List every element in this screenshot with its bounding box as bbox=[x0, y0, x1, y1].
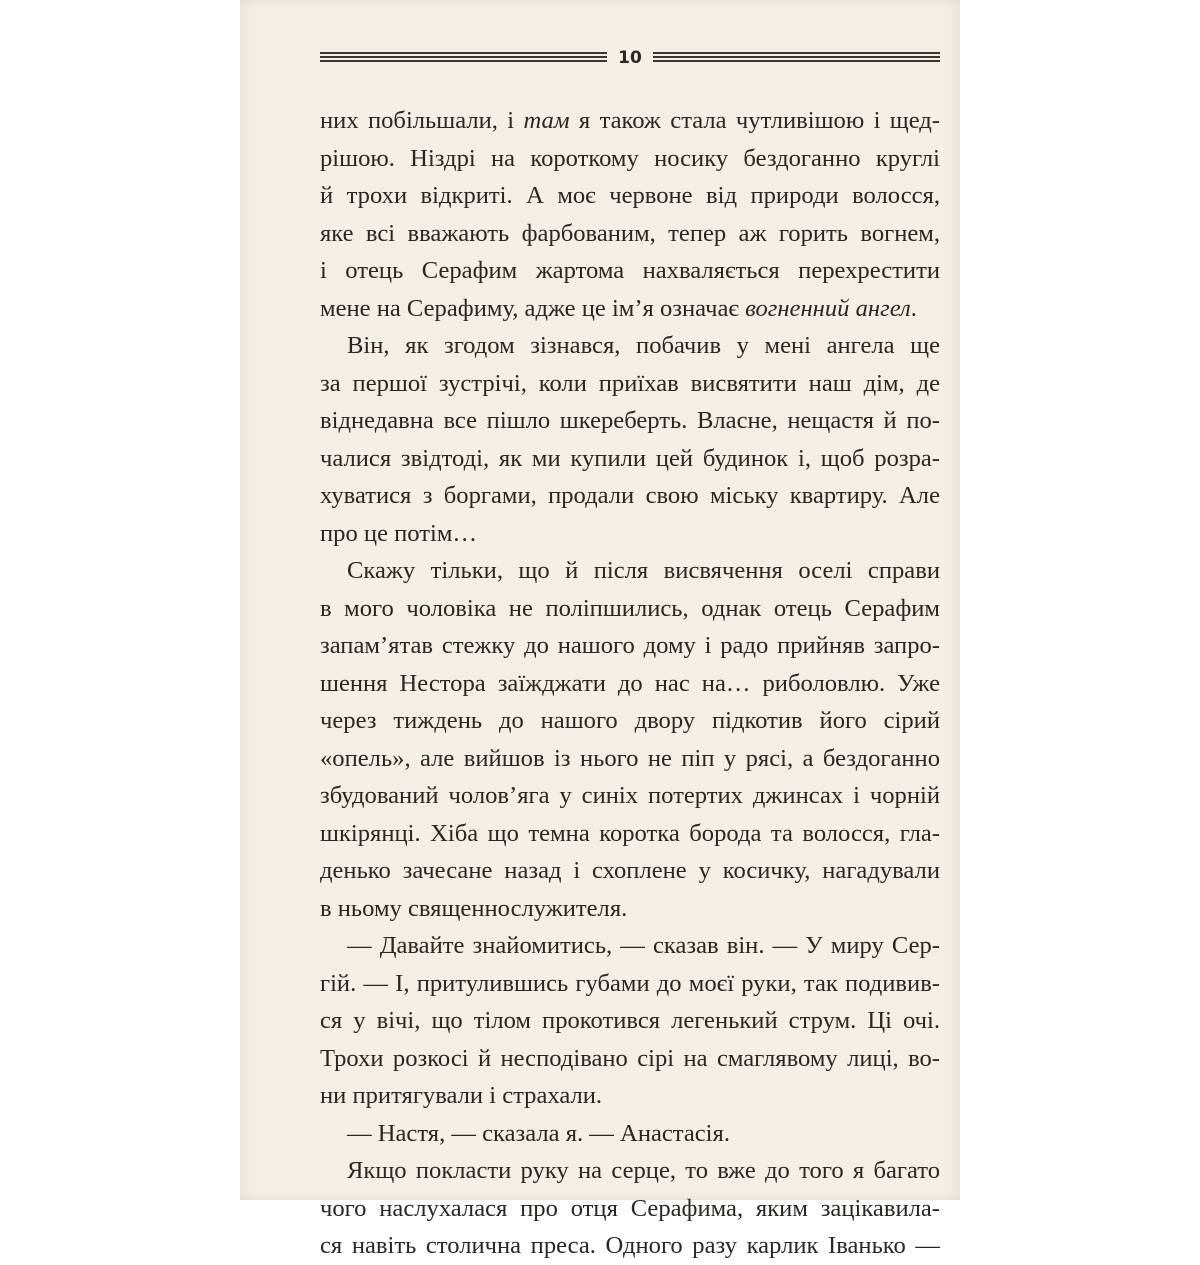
text-line bbox=[320, 627, 940, 665]
text-line bbox=[320, 740, 940, 778]
text-segment: я також стала чутливішою і щед- bbox=[569, 107, 940, 134]
text-line bbox=[320, 1115, 940, 1153]
text-segment: через тиждень до нашого двору підкотив його сірий bbox=[320, 707, 940, 734]
text-segment: про це потім… bbox=[320, 519, 478, 547]
text-line bbox=[320, 665, 940, 703]
text-line bbox=[320, 102, 940, 140]
text-line bbox=[320, 327, 940, 365]
book-page bbox=[240, 0, 960, 1259]
text-segment: чого наслухалася про отця Серафима, яким зацікавила- bbox=[320, 1194, 940, 1222]
text-line bbox=[320, 927, 940, 965]
text-segment: ни притягували і страхали. bbox=[320, 1082, 603, 1109]
text-segment: в ньому священнослужителя. bbox=[320, 894, 628, 922]
text-line bbox=[320, 852, 940, 890]
page-number: 10 bbox=[618, 48, 642, 68]
text-segment: за першої зустрічі, коли приїхав висвятити наш дім, де bbox=[320, 369, 940, 397]
text-segment: яке всі вважають фарбованим, тепер аж горить вогнем, bbox=[320, 219, 940, 247]
text-line bbox=[320, 515, 940, 553]
text-line bbox=[320, 1152, 940, 1190]
text-segment: мене на Серафиму, адже це ім’я означає bbox=[320, 294, 746, 322]
text-segment: чалися звідтоді, як ми купили цей будинок і, щоб розра- bbox=[320, 444, 940, 472]
italic-text: там bbox=[523, 107, 570, 134]
text-segment: — Давайте знайомитись, — сказав він. — У миру Сер- bbox=[347, 932, 940, 959]
text-segment: гій. — І, притулившись губами до моєї руки, так подивив- bbox=[320, 969, 940, 997]
text-segment: . bbox=[910, 294, 917, 322]
text-line bbox=[320, 777, 940, 815]
text-line bbox=[320, 1077, 940, 1115]
text-segment: шення Нестора заїжджати до нас на… риболовлю. Уже bbox=[320, 669, 940, 697]
text-line bbox=[320, 890, 940, 928]
text-line bbox=[320, 1227, 940, 1265]
text-line bbox=[320, 140, 940, 178]
text-segment: Він, як згодом зізнався, побачив у мені ангела ще bbox=[347, 332, 940, 359]
text-segment: і отець Серафим жартома нахваляється перехрестити bbox=[320, 257, 940, 284]
text-segment: хуватися з боргами, продали свою міську квартиру. Але bbox=[320, 482, 940, 509]
text-segment: Якщо покласти руку на серце, то вже до того я багато bbox=[347, 1157, 940, 1184]
text-segment: денько зачесане назад і схоплене у косичку, нагадували bbox=[320, 857, 940, 884]
text-segment: Скажу тільки, що й після висвячення оселі справи bbox=[347, 557, 940, 584]
text-line bbox=[320, 590, 940, 628]
text-segment: віднедавна все пішло шкереберть. Власне, нещастя й по- bbox=[320, 407, 940, 434]
text-segment: — Настя, — сказала я. — Анастасія. bbox=[347, 1119, 730, 1147]
text-segment: ся у вічі, що тілом прокотився легенький струм. Ці очі. bbox=[320, 1007, 940, 1034]
text-segment: «опель», але вийшов із нього не піп у рясі, а бездоганно bbox=[320, 744, 940, 772]
text-line bbox=[320, 1002, 940, 1040]
text-segment: й трохи відкриті. А моє червоне від природи волосся, bbox=[320, 182, 940, 209]
italic-text: вогненний ангел bbox=[745, 294, 911, 322]
text-line bbox=[320, 1040, 940, 1078]
text-segment: рішою. Ніздрі на короткому носику бездоганно круглі bbox=[320, 144, 940, 172]
text-line bbox=[320, 440, 940, 478]
text-segment: збудований чолов’яга у синіх потертих джинсах і чорній bbox=[320, 782, 940, 809]
text-line bbox=[320, 965, 940, 1003]
text-line bbox=[320, 177, 940, 215]
text-segment: них побільшали, і bbox=[320, 107, 524, 134]
text-line bbox=[320, 1190, 940, 1228]
text-line bbox=[320, 477, 940, 515]
text-line bbox=[320, 252, 940, 290]
text-segment: ся навіть столична преса. Одного разу карлик Іванько — bbox=[320, 1232, 940, 1259]
text-line bbox=[320, 552, 940, 590]
text-line bbox=[320, 402, 940, 440]
text-line bbox=[320, 702, 940, 740]
text-segment: Трохи розкосі й несподівано сірі на смаглявому лиці, во- bbox=[320, 1044, 940, 1072]
text-line bbox=[320, 290, 940, 328]
text-segment: шкірянці. Хіба що темна коротка борода та волосся, гла- bbox=[320, 819, 940, 847]
text-line bbox=[320, 815, 940, 853]
text-line bbox=[320, 365, 940, 403]
text-segment: в мого чоловіка не поліпшились, однак отець Серафим bbox=[320, 594, 940, 622]
text-line bbox=[320, 215, 940, 253]
text-segment: запам’ятав стежку до нашого дому і радо прийняв запро- bbox=[320, 632, 940, 659]
header-rule-left bbox=[320, 52, 607, 64]
body-text bbox=[320, 102, 940, 1265]
page-header bbox=[320, 44, 940, 74]
header-rule-right bbox=[653, 52, 940, 64]
